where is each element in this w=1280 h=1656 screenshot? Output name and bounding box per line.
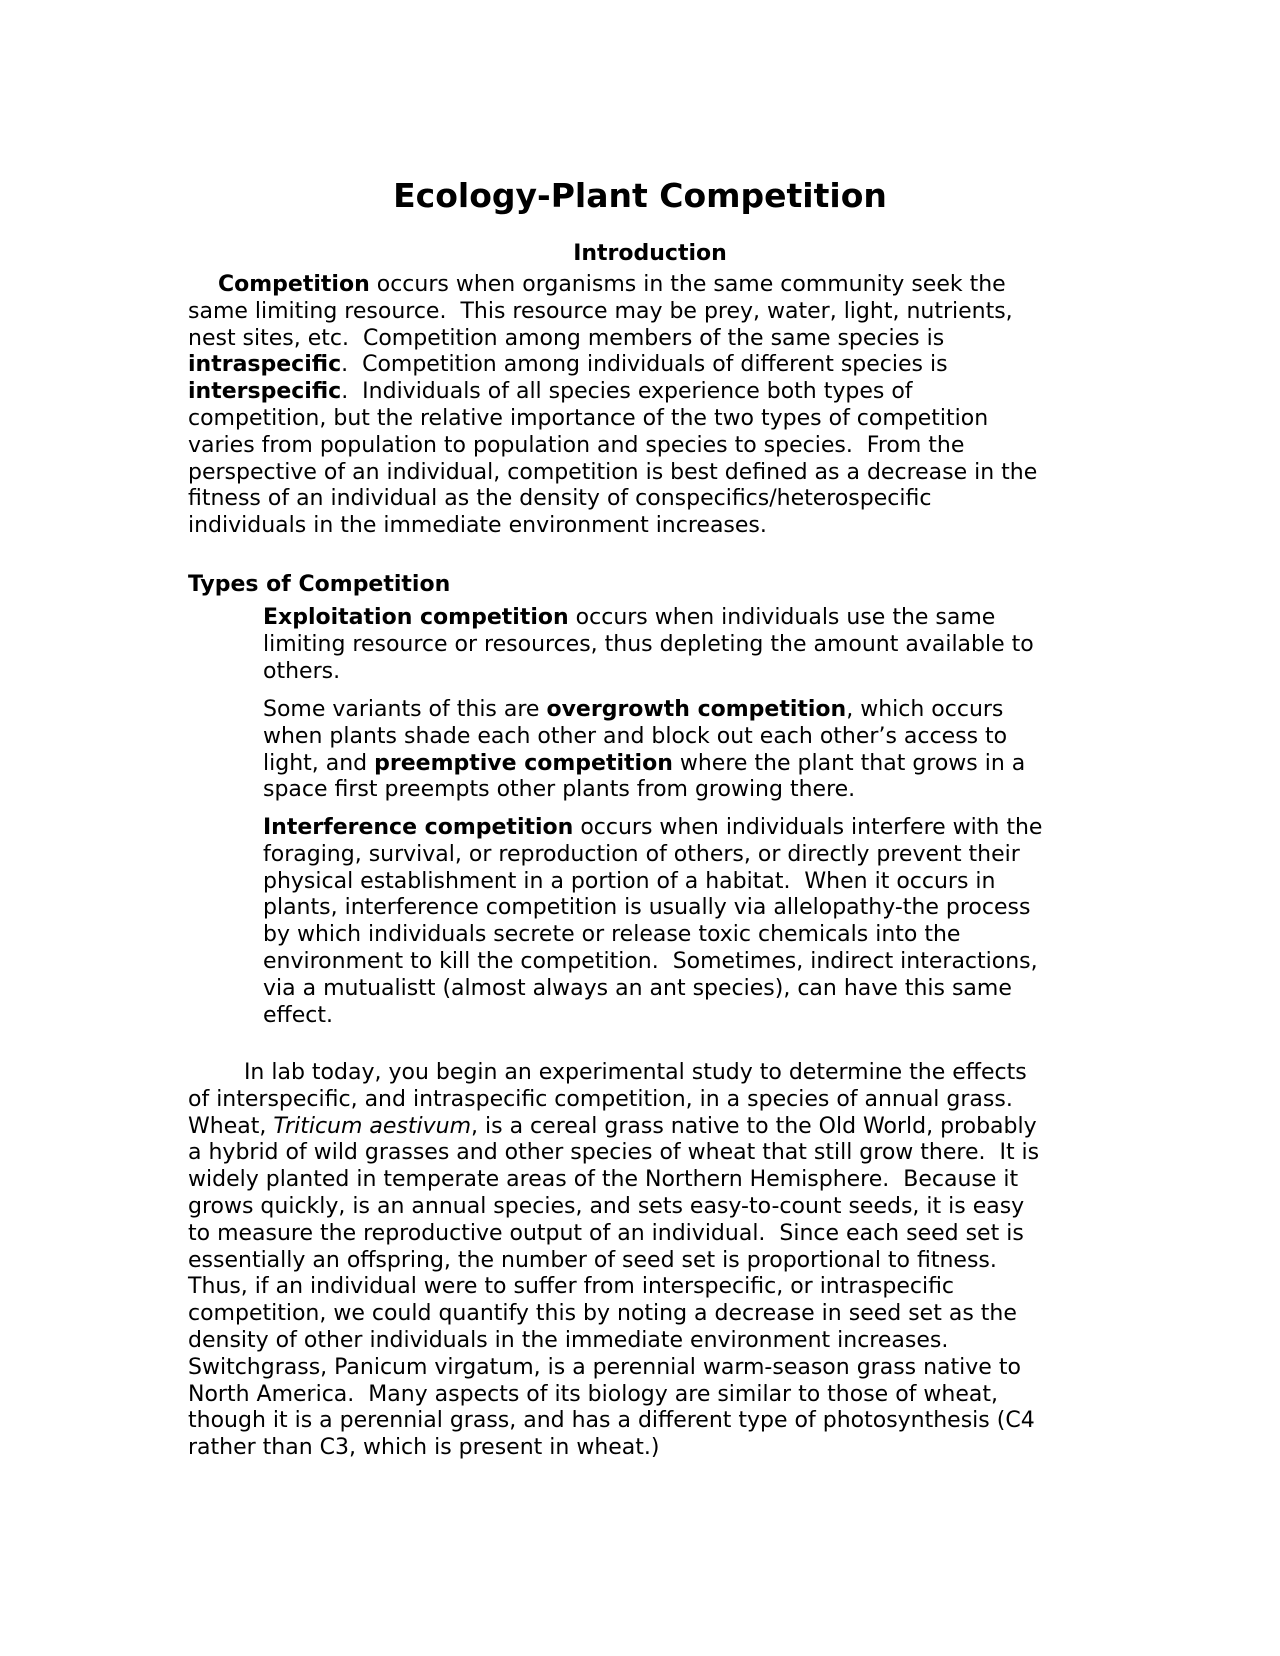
text-run: Switchgrass, Panicum virgatum, is a perennial warm-season grass native to <box>188 1354 1021 1380</box>
text-run: light, and <box>263 750 375 776</box>
text-line <box>188 1087 1039 1114</box>
text-line <box>188 513 1037 540</box>
text-line <box>188 1194 1039 1221</box>
text-run: North America. Many aspects of its biology are similar to those of wheat, <box>188 1381 998 1407</box>
text-line <box>188 1435 1039 1462</box>
text-run: essentially an offspring, the number of seed set is proportional to fitness. <box>188 1247 997 1273</box>
text-line <box>263 697 1025 724</box>
lab-paragraph <box>188 1060 1039 1462</box>
text-line <box>263 659 1034 686</box>
text-run: though it is a perennial grass, and has a different type of photosynthesis (C4 <box>188 1408 1035 1434</box>
text-line <box>188 1301 1039 1328</box>
text-line <box>263 777 1025 804</box>
text-line <box>188 1221 1039 1248</box>
text-run: . Individuals of all species experience both types of <box>341 379 913 405</box>
bold-term: Competition <box>218 272 370 297</box>
introduction-paragraph <box>188 272 1037 540</box>
text-line <box>263 632 1034 659</box>
text-line <box>188 1328 1039 1355</box>
text-line <box>263 842 1042 869</box>
text-run: same limiting resource. This resource may be prey, water, light, nutrients, <box>188 298 1013 324</box>
bold-term: interspecific <box>188 379 342 405</box>
text-run: competition, but the relative importance of the two types of competition <box>188 405 989 431</box>
text-line <box>263 751 1025 778</box>
text-run: via a mutualistt (almost always an ant species), can have this same <box>263 975 1012 1001</box>
text-line <box>188 486 1037 513</box>
text-run: a hybrid of wild grasses and other species of wheat that still grow there. It is <box>188 1140 1040 1166</box>
text-run: limiting resource or resources, thus depleting the amount available to <box>263 631 1034 657</box>
text-run: plants, interference competition is usually via allelopathy-the process <box>263 895 1031 921</box>
text-run: where the plant that grows in a <box>672 750 1026 776</box>
bold-term: preemptive competition <box>374 750 673 776</box>
text-run: to measure the reproductive output of an individual. Since each seed set is <box>188 1220 1024 1246</box>
text-run: In lab today, you begin an experimental study to determine the effects <box>188 1060 1027 1085</box>
text-line <box>188 433 1037 460</box>
text-run: Thus, if an individual were to suffer from interspecific, or intraspecific <box>188 1274 955 1300</box>
italic-term: Triticum aestivum <box>273 1113 472 1139</box>
bold-term: overgrowth competition <box>546 697 847 722</box>
text-run: Wheat, <box>188 1113 274 1139</box>
text-line <box>188 326 1037 353</box>
text-run: individuals in the immediate environment increases. <box>188 513 767 539</box>
text-line <box>263 949 1042 976</box>
text-line <box>188 1355 1039 1382</box>
interference-paragraph <box>263 815 1042 1029</box>
text-line <box>188 1274 1039 1301</box>
text-line <box>263 1003 1042 1030</box>
text-run: of interspecific, and intraspecific competition, in a species of annual grass. <box>188 1086 1013 1112</box>
text-run: effect. <box>263 1002 333 1028</box>
text-run: . Competition among individuals of different species is <box>341 352 948 378</box>
text-line <box>188 1408 1039 1435</box>
text-line <box>188 272 1037 299</box>
text-line <box>263 869 1042 896</box>
text-line <box>188 1167 1039 1194</box>
text-line <box>188 1114 1039 1141</box>
text-run: widely planted in temperate areas of the Northern Hemisphere. Because it <box>188 1167 1019 1193</box>
text-line <box>188 460 1037 487</box>
text-line <box>188 1382 1039 1409</box>
text-line <box>188 1140 1039 1167</box>
text-line <box>263 815 1042 842</box>
text-run: grows quickly, is an annual species, and sets easy-to-count seeds, it is easy <box>188 1193 1025 1219</box>
text-run: occurs when individuals use the same <box>568 605 996 630</box>
text-run: perspective of an individual, competition is best defined as a decrease in the <box>188 459 1038 485</box>
bold-term: intraspecific <box>188 352 342 378</box>
text-line <box>263 724 1025 751</box>
text-run: varies from population to population and species to species. From the <box>188 432 965 458</box>
text-run: , which occurs <box>846 697 1004 722</box>
text-line <box>188 406 1037 433</box>
text-run: fitness of an individual as the density of conspecifics/heterospecific <box>188 486 932 512</box>
bold-term: Exploitation competition <box>263 605 569 630</box>
text-run: space first preempts other plants from growing there. <box>263 777 856 803</box>
bold-term: Interference competition <box>263 815 574 840</box>
text-run: occurs when individuals interfere with the <box>573 815 1043 840</box>
text-line <box>263 605 1034 632</box>
text-line <box>188 1060 1039 1087</box>
text-line <box>188 299 1037 326</box>
text-run: competition, we could quantify this by noting a decrease in seed set as the <box>188 1301 1017 1327</box>
variants-paragraph <box>263 697 1025 804</box>
text-run: others. <box>263 658 341 684</box>
text-line <box>188 379 1037 406</box>
text-line <box>263 922 1042 949</box>
text-run: occurs when organisms in the same community seek the <box>369 272 1006 297</box>
text-line <box>263 976 1042 1003</box>
text-run: rather than C3, which is present in wheat.) <box>188 1435 660 1461</box>
introduction-heading: Introduction <box>573 241 727 266</box>
text-run: environment to kill the competition. Sometimes, indirect interactions, <box>263 948 1038 974</box>
text-line <box>263 895 1042 922</box>
text-run: , is a cereal grass native to the Old World, probably <box>471 1113 1037 1139</box>
text-run: when plants shade each other and block out each other’s access to <box>263 723 1008 749</box>
text-run: Some variants of this are <box>263 697 547 722</box>
types-of-competition-heading: Types of Competition <box>188 572 451 597</box>
page-title: Ecology-Plant Competition <box>393 176 887 215</box>
text-run: density of other individuals in the immediate environment increases. <box>188 1327 949 1353</box>
text-line <box>188 352 1037 379</box>
exploitation-paragraph <box>263 605 1034 685</box>
text-run: physical establishment in a portion of a habitat. When it occurs in <box>263 868 996 894</box>
text-run: foraging, survival, or reproduction of others, or directly prevent their <box>263 841 1020 867</box>
text-line <box>188 1248 1039 1275</box>
text-run: by which individuals secrete or release toxic chemicals into the <box>263 922 961 948</box>
text-run: nest sites, etc. Competition among members of the same species is <box>188 325 945 351</box>
